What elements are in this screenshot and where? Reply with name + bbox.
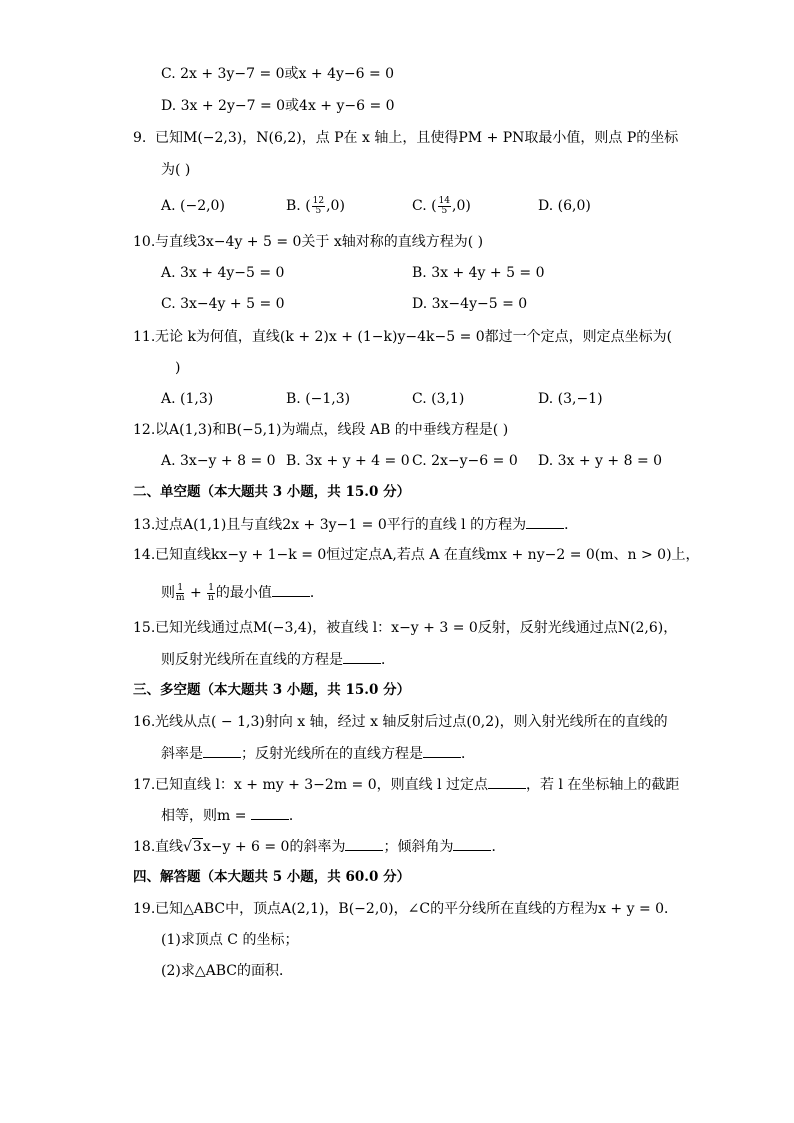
- q12-text: 以A(1,3)和B(−5,1)为端点，线段 AB 的中垂线方程是( ): [155, 422, 509, 438]
- q11-option-d: D. (3,−1): [538, 391, 603, 407]
- question-number: 13.: [133, 517, 156, 533]
- answer-blank: [343, 649, 381, 664]
- q11-option-a: A. (1,3): [161, 391, 214, 407]
- text: ，若 l 在坐标轴上的截距: [526, 777, 680, 793]
- q11-option-b: B. (−1,3): [286, 391, 351, 407]
- q10-text: 与直线3x−4y + 5 = 0关于 x轴对称的直线方程为( ): [155, 234, 484, 250]
- text: 已知直线 l：x + my + 3−2m = 0，则直线 l 过定点: [155, 777, 489, 793]
- q16-text-line2: [161, 743, 475, 764]
- q13-text: 过点A(1,1)且与直线2x + 3y−1 = 0平行的直线 l 的方程为: [155, 517, 527, 533]
- section-heading-solutions: 四、解答题（本大题共 5 小题，共 60.0 分）: [133, 869, 411, 885]
- question-number: 18.: [133, 839, 156, 855]
- q12-option-b: B. 3x + y + 4 = 0: [286, 453, 410, 469]
- q9-option-b: [286, 196, 345, 216]
- text: 斜率是: [161, 746, 203, 762]
- q19-subquestion-2: (2)求△ABC的面积．: [161, 963, 293, 979]
- text: 则: [161, 585, 175, 601]
- q10-option-a: A. 3x + 4y−5 = 0: [161, 265, 285, 281]
- q13-stem: [133, 514, 578, 535]
- denominator: m: [176, 592, 185, 603]
- plus-sign: +: [185, 585, 207, 601]
- period: ．: [491, 839, 506, 855]
- paren-open: B. (: [286, 198, 311, 214]
- text: 则反射光线所在直线的方程是: [161, 652, 343, 668]
- numerator: 1: [208, 582, 214, 593]
- q10-option-c: C. 3x−4y + 5 = 0: [161, 296, 285, 312]
- answer-blank: [345, 836, 383, 851]
- question-number: 19.: [133, 901, 156, 917]
- fraction: [438, 197, 451, 216]
- q12-stem: [133, 420, 508, 440]
- q19-text: 已知△ABC中，顶点A(2,1)，B(−2,0)，∠C的平分线所在直线的方程为x + y = 0．: [155, 901, 679, 917]
- question-number: 15.: [133, 620, 156, 636]
- q17-text-line2: [161, 805, 303, 826]
- answer-blank: [488, 774, 526, 789]
- answer-blank: [272, 582, 310, 597]
- q9-option-c: [412, 196, 471, 216]
- sqrt-symbol: √3: [183, 839, 202, 855]
- q9-option-d: D. (6,0): [538, 198, 591, 214]
- q14-text-line2: [161, 582, 324, 603]
- fraction: [207, 584, 215, 603]
- answer-blank: [203, 743, 241, 758]
- q10-option-d: D. 3x−4y−5 = 0: [412, 296, 528, 312]
- question-number: 11.: [133, 329, 156, 345]
- q9-stem: [133, 128, 678, 148]
- text: 相等，则m =: [161, 808, 251, 824]
- q19-subquestion-1: (1)求顶点 C 的坐标；: [161, 932, 299, 948]
- denominator: 5: [441, 205, 448, 216]
- period: ．: [288, 808, 303, 824]
- numerator: 14: [438, 195, 451, 206]
- q15-stem: [133, 618, 677, 638]
- q11-option-c: C. (3,1): [412, 391, 465, 407]
- q12-option-d: D. 3x + y + 8 = 0: [538, 453, 663, 469]
- text: ；反射光线所在的直线方程是: [241, 746, 423, 762]
- text: 的最小值: [215, 585, 272, 601]
- question-number: 10.: [133, 234, 156, 250]
- section-heading-single-blank: 二、单空题（本大题共 3 小题，共 15.0 分）: [133, 484, 411, 500]
- q9-text-line2: 为( ): [161, 162, 191, 178]
- q9-text-line1: 已知M(−2,3)，N(6,2)，点 P在 x 轴上，且使得PM + PN取最小值，则点 P的坐标: [155, 130, 679, 146]
- fraction: [176, 584, 185, 603]
- q14-text-line1: 已知直线kx−y + 1−k = 0恒过定点A,若点 A 在直线mx + ny−2 = 0(m、n > 0)上，: [155, 547, 700, 563]
- numerator: 1: [177, 582, 184, 593]
- q8-option-c: C. 2x + 3y−7 = 0或x + 4y−6 = 0: [161, 66, 395, 82]
- question-number: 16.: [133, 714, 156, 730]
- paren-close: ,0): [452, 198, 471, 214]
- q11-text-line1: 无论 k为何值，直线(k + 2)x + (1−k)y−4k−5 = 0都过一个定点，则定点坐标为(: [155, 329, 673, 345]
- section-heading-multi-blank: 三、多空题（本大题共 3 小题，共 15.0 分）: [133, 682, 411, 698]
- q10-stem: [133, 232, 483, 252]
- text: 直线: [155, 839, 183, 855]
- q11-stem: [133, 327, 672, 347]
- paren-open: C. (: [412, 198, 437, 214]
- period: ．: [381, 652, 395, 668]
- denominator: 5: [315, 205, 322, 216]
- text: x−y + 6 = 0的斜率为: [202, 839, 346, 855]
- period: ．: [309, 585, 324, 601]
- answer-blank: [423, 743, 461, 758]
- answer-blank: [526, 514, 564, 529]
- question-number: 17.: [133, 777, 156, 793]
- fraction: [312, 197, 325, 216]
- paren-close: ,0): [326, 198, 345, 214]
- q15-text-line2: [161, 649, 395, 670]
- q12-option-a: A. 3x−y + 8 = 0: [161, 453, 276, 469]
- numerator: 12: [312, 195, 325, 206]
- q17-stem: [133, 774, 679, 795]
- question-number: 14.: [133, 547, 156, 563]
- q19-stem: [133, 899, 678, 919]
- denominator: n: [208, 592, 214, 603]
- q15-text-line1: 已知光线通过点M(−3,4)，被直线 l：x−y + 3 = 0反射，反射光线通过点N(2,6)，: [155, 620, 678, 636]
- q16-text-line1: 光线从点( − 1,3)射向 x 轴，经过 x 轴反射后过点(0,2)，则入射光线所在的直线的: [155, 714, 668, 730]
- period: ．: [564, 517, 579, 533]
- q18-stem: [133, 836, 505, 857]
- answer-blank: [251, 805, 289, 820]
- q9-option-a: A. (−2,0): [161, 198, 225, 214]
- q12-option-c: C. 2x−y−6 = 0: [412, 453, 518, 469]
- q14-stem: [133, 545, 700, 565]
- question-number: 9.: [133, 130, 147, 146]
- radicand: 3: [192, 839, 202, 855]
- answer-blank: [453, 836, 491, 851]
- question-number: 12.: [133, 422, 156, 438]
- period: ．: [461, 746, 475, 762]
- q10-option-b: B. 3x + 4y + 5 = 0: [412, 265, 545, 281]
- text: ；倾斜角为: [383, 839, 454, 855]
- q8-option-d: D. 3x + 2y−7 = 0或4x + y−6 = 0: [161, 98, 395, 114]
- q16-stem: [133, 712, 668, 732]
- q11-text-line2: ): [175, 360, 181, 376]
